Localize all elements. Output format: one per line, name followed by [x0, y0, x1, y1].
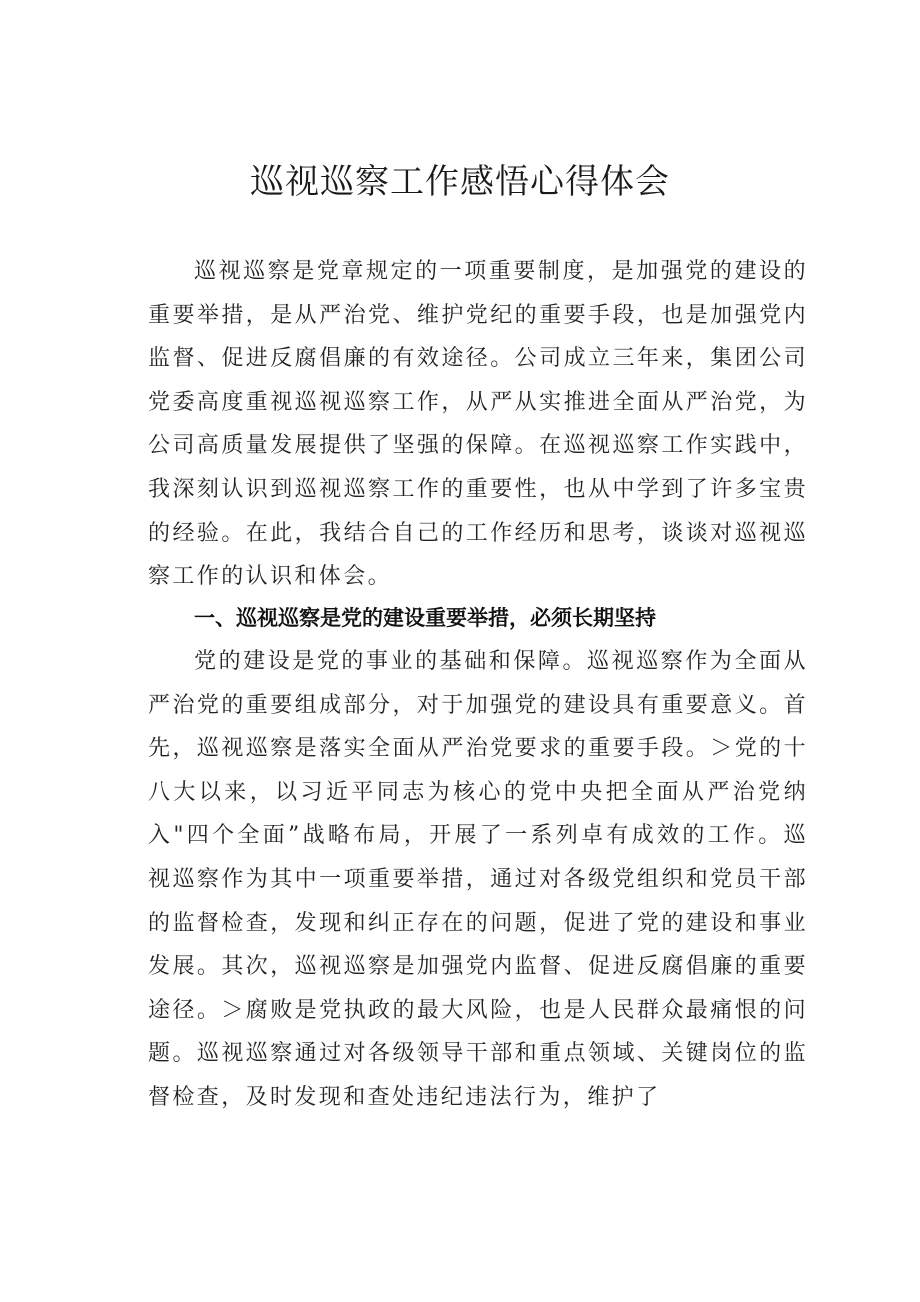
- intro-paragraph: 巡视巡察是党章规定的一项重要制度，是加强党的建设的重要举措，是从严治党、维护党纪的重要手段，也是加强党内监督、促进反腐倡廉的有效途径。公司成立三年来，集团公司党委高度重视巡视巡察工作，从严从实推进全面从严治党，为公司高质量发展提供了坚强的保障。在巡视巡察工作实践中，我深刻认识到巡视巡察工作的重要性，也从中学到了许多宝贵的经验。在此，我结合自己的工作经历和思考，谈谈对巡视巡察工作的认识和体会。: [148, 259, 808, 590]
- document-title: 巡视巡察工作感悟心得体会: [250, 162, 670, 202]
- section-1-paragraph: 党的建设是党的事业的基础和保障。巡视巡察作为全面从严治党的重要组成部分，对于加强党的建设具有重要意义。首先，巡视巡察是落实全面从严治党要求的重要手段。＞党的十八大以来，以习近平同志为核心的党中央把全面从严治党纳入"四个全面”战略布局，开展了一系列卓有成效的工作。巡视巡察作为其中一项重要举措，通过对各级党组织和党员干部的监督检查，发现和纠正存在的问题，促进了党的建设和事业发展。其次，巡视巡察是加强党内监督、促进反腐倡廉的重要途径。＞腐败是党执政的最大风险，也是人民群众最痛恨的问题。巡视巡察通过对各级领导干部和重点领域、关键岗位的监督检查，及时发现和查处违纪违法行为，维护了: [148, 649, 808, 1110]
- section-heading-1: 一、巡视巡察是党的建设重要举措，必须长期坚持: [194, 606, 656, 630]
